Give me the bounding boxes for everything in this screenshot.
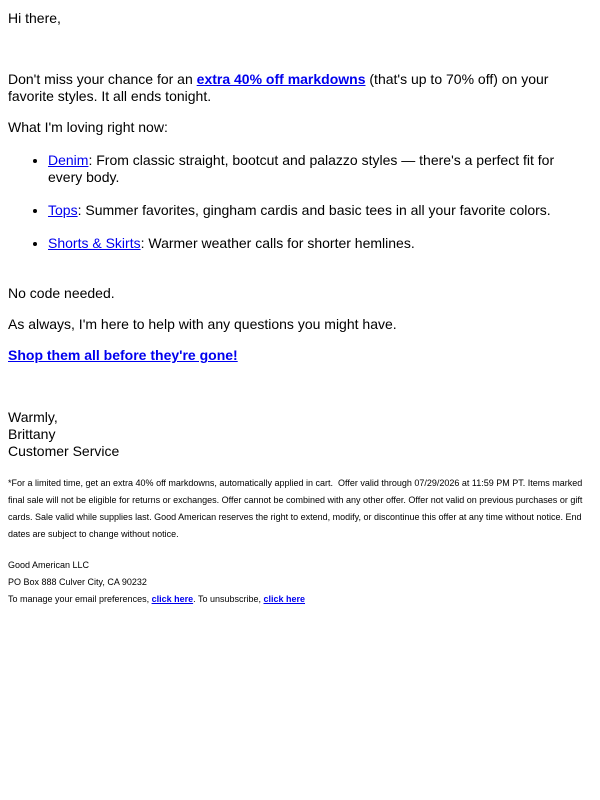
favorites-list (8, 152, 592, 252)
help-text: As always, I'm here to help with any questions you might have. (8, 316, 397, 332)
denim-link[interactable]: Denim (48, 152, 89, 168)
tops-link[interactable]: Tops (48, 202, 78, 218)
list-item-denim (48, 152, 592, 186)
tops-description: : Summer favorites, gingham cardis and basic tees in all your favorite colors. (77, 202, 551, 218)
manage-preferences-link[interactable]: click here (151, 594, 194, 604)
signoff (8, 409, 592, 460)
unsubscribe-link[interactable]: click here (263, 594, 306, 604)
signoff-title: Customer Service (8, 443, 120, 459)
greeting: Hi there, (8, 10, 61, 26)
shorts-skirts-description: : Warmer weather calls for shorter hemlines. (140, 235, 415, 251)
loving-heading: What I'm loving right now: (8, 119, 168, 135)
unsubscribe-text: . To unsubscribe, (193, 594, 264, 604)
manage-text: To manage your email preferences, (8, 594, 152, 604)
company-name: Good American LLC (8, 560, 90, 570)
shorts-skirts-link[interactable]: Shorts & Skirts (48, 235, 141, 251)
disclaimer: *For a limited time, get an extra 40% off markdowns, automatically applied in cart. Offer valid through 07/29/2026 at 11:59 PM PT. Items marked final sale will not be eligible for returns or exchanges. Offer cannot be combined with any other offer. Offer not valid on previous purchases or gift cards. Sale valid while supplies last. Good American reserves the right to extend, modify, or discontinue this offer at any time without notice. End dates are subject to change without notice. (8, 478, 583, 539)
company-address: PO Box 888 Culver City, CA 90232 (8, 577, 147, 587)
list-item-tops (48, 202, 592, 219)
list-item-shorts-skirts (48, 235, 592, 252)
signoff-name: Brittany (8, 426, 56, 442)
no-code-text: No code needed. (8, 285, 115, 301)
markdowns-link[interactable]: extra 40% off markdowns (196, 71, 366, 87)
shop-paragraph (8, 347, 592, 364)
preferences-line (8, 591, 592, 608)
intro-paragraph (8, 71, 592, 105)
signoff-line-1: Warmly, (8, 409, 58, 425)
intro-text-after: (that's up to 70% off) on your favorite styles. It all ends tonight. (8, 71, 549, 104)
shop-all-link[interactable]: Shop them all before they're gone! (8, 347, 238, 363)
denim-description: : From classic straight, bootcut and palazzo styles — there's a perfect fit for every body. (48, 152, 555, 185)
intro-text-before: Don't miss your chance for an (8, 71, 197, 87)
